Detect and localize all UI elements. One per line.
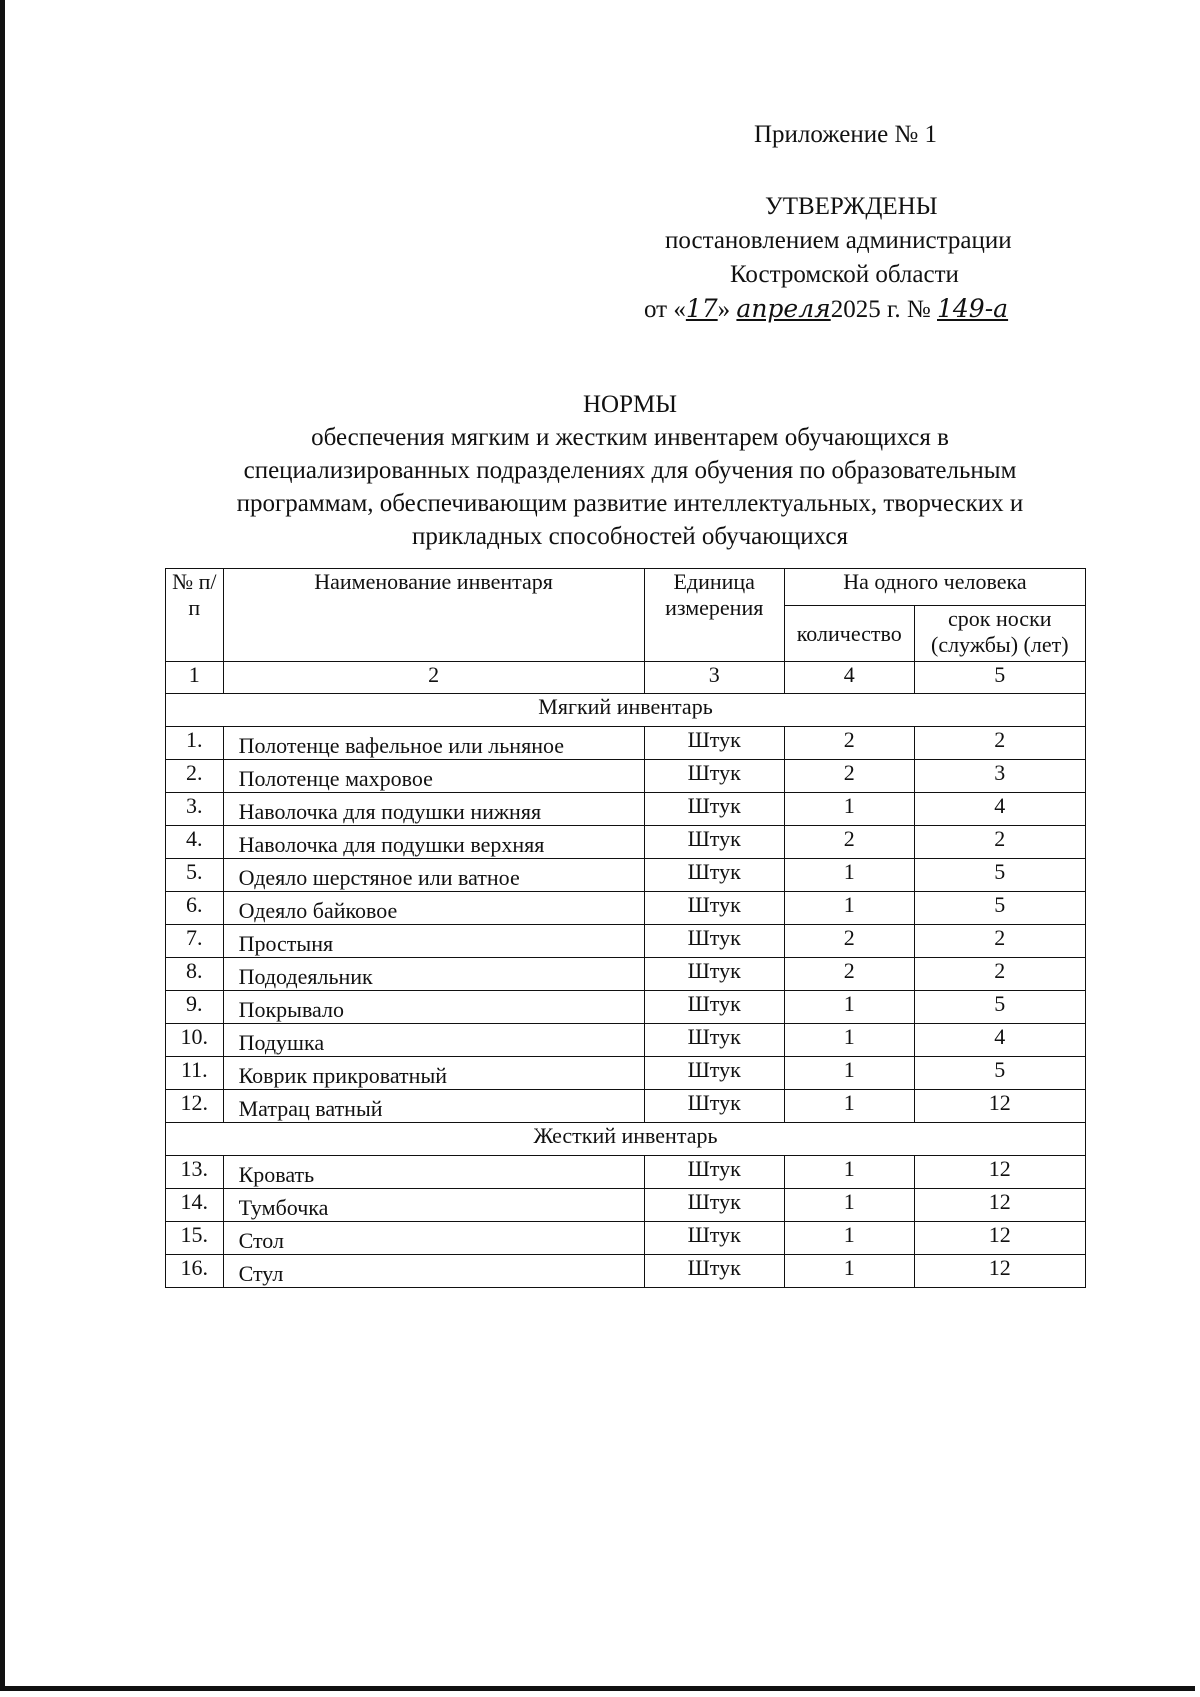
row-number: 4. <box>166 826 224 859</box>
term-cell: 12 <box>914 1255 1085 1288</box>
row-number: 16. <box>166 1255 224 1288</box>
row-number: 11. <box>166 1057 224 1090</box>
table-row <box>166 991 1086 1024</box>
approval-date-line <box>644 292 1008 326</box>
row-number: 3. <box>166 793 224 826</box>
header-name: Наименование инвентаря <box>223 569 644 662</box>
item-name: Кровать <box>223 1156 644 1189</box>
table-row <box>166 859 1086 892</box>
item-name: Коврик прикроватный <box>223 1057 644 1090</box>
item-name: Полотенце махровое <box>223 760 644 793</box>
document-heading: НОРМЫ <box>582 391 678 418</box>
unit-cell: Штук <box>644 826 784 859</box>
subtitle-line: специализированных подразделениях для обучения по образовательным <box>243 457 1017 484</box>
approved-heading: УТВЕРЖДЕНЫ <box>765 193 938 220</box>
row-number: 10. <box>166 1024 224 1057</box>
unit-cell: Штук <box>644 1057 784 1090</box>
header-unit: Единица измерения <box>644 569 784 662</box>
item-name: Стол <box>223 1222 644 1255</box>
date-prefix: от « <box>644 296 686 323</box>
term-cell: 2 <box>914 826 1085 859</box>
row-number: 1. <box>166 727 224 760</box>
appendix-label: Приложение № 1 <box>754 121 938 148</box>
table-row <box>166 727 1086 760</box>
column-index-row <box>166 662 1086 694</box>
row-number: 8. <box>166 958 224 991</box>
subtitle-line: обеспечения мягким и жестким инвентарем обучающихся в <box>311 424 949 451</box>
unit-cell: Штук <box>644 760 784 793</box>
term-cell: 12 <box>914 1156 1085 1189</box>
term-cell: 12 <box>914 1090 1085 1123</box>
row-number: 12. <box>166 1090 224 1123</box>
handwritten-month: апреля <box>736 294 831 323</box>
row-number: 2. <box>166 760 224 793</box>
row-number: 14. <box>166 1189 224 1222</box>
table-row <box>166 1156 1086 1189</box>
item-name: Одеяло шерстяное или ватное <box>223 859 644 892</box>
section-header-row <box>166 1123 1086 1156</box>
table-row <box>166 892 1086 925</box>
unit-cell: Штук <box>644 859 784 892</box>
term-cell: 5 <box>914 892 1085 925</box>
unit-cell: Штук <box>644 727 784 760</box>
unit-cell: Штук <box>644 925 784 958</box>
item-name: Наволочка для подушки нижняя <box>223 793 644 826</box>
table-row <box>166 958 1086 991</box>
quantity-cell: 1 <box>784 1057 914 1090</box>
header-num: № п/п <box>166 569 224 662</box>
quantity-cell: 1 <box>784 892 914 925</box>
row-number: 7. <box>166 925 224 958</box>
item-name: Пододеяльник <box>223 958 644 991</box>
unit-cell: Штук <box>644 1222 784 1255</box>
unit-cell: Штук <box>644 1024 784 1057</box>
term-cell: 12 <box>914 1222 1085 1255</box>
term-cell: 5 <box>914 859 1085 892</box>
quantity-cell: 1 <box>784 1090 914 1123</box>
header-qty: количество <box>784 606 914 662</box>
table-row <box>166 1189 1086 1222</box>
table-row <box>166 925 1086 958</box>
col-index-cell: 3 <box>644 662 784 694</box>
section-title: Мягкий инвентарь <box>166 694 1086 727</box>
row-number: 9. <box>166 991 224 1024</box>
section-header-row <box>166 694 1086 727</box>
quantity-cell: 1 <box>784 1024 914 1057</box>
item-name: Одеяло байковое <box>223 892 644 925</box>
item-name: Тумбочка <box>223 1189 644 1222</box>
term-cell: 2 <box>914 925 1085 958</box>
header-per-person: На одного человека <box>784 569 1085 606</box>
item-name: Матрац ватный <box>223 1090 644 1123</box>
unit-cell: Штук <box>644 1156 784 1189</box>
quantity-cell: 1 <box>784 1156 914 1189</box>
unit-cell: Штук <box>644 1255 784 1288</box>
quantity-cell: 2 <box>784 958 914 991</box>
quantity-cell: 2 <box>784 760 914 793</box>
quantity-cell: 1 <box>784 859 914 892</box>
col-index-cell: 1 <box>166 662 224 694</box>
table-row <box>166 1057 1086 1090</box>
term-cell: 12 <box>914 1189 1085 1222</box>
item-name: Стул <box>223 1255 644 1288</box>
row-number: 5. <box>166 859 224 892</box>
handwritten-day: 17 <box>685 294 718 323</box>
term-cell: 5 <box>914 1057 1085 1090</box>
term-cell: 4 <box>914 793 1085 826</box>
table-row <box>166 1222 1086 1255</box>
col-index-cell: 5 <box>914 662 1085 694</box>
table-row <box>166 1255 1086 1288</box>
col-index-cell: 4 <box>784 662 914 694</box>
title-block <box>150 388 1110 553</box>
quantity-cell: 1 <box>784 1189 914 1222</box>
inventory-table <box>165 568 1086 1288</box>
table-row <box>166 1090 1086 1123</box>
unit-cell: Штук <box>644 958 784 991</box>
unit-cell: Штук <box>644 1090 784 1123</box>
quantity-cell: 1 <box>784 1222 914 1255</box>
term-cell: 3 <box>914 760 1085 793</box>
term-cell: 2 <box>914 727 1085 760</box>
header-term: срок носки (службы) (лет) <box>914 606 1085 662</box>
item-name: Покрывало <box>223 991 644 1024</box>
quantity-cell: 1 <box>784 991 914 1024</box>
item-name: Наволочка для подушки верхняя <box>223 826 644 859</box>
section-title: Жесткий инвентарь <box>166 1123 1086 1156</box>
term-cell: 4 <box>914 1024 1085 1057</box>
quantity-cell: 2 <box>784 925 914 958</box>
quantity-cell: 2 <box>784 727 914 760</box>
unit-cell: Штук <box>644 892 784 925</box>
table-row <box>166 760 1086 793</box>
unit-cell: Штук <box>644 1189 784 1222</box>
quantity-cell: 2 <box>784 826 914 859</box>
item-name: Подушка <box>223 1024 644 1057</box>
date-mid: » <box>717 296 731 323</box>
table-row <box>166 1024 1086 1057</box>
quantity-cell: 1 <box>784 793 914 826</box>
table-row <box>166 826 1086 859</box>
handwritten-number: 149-а <box>937 294 1009 323</box>
item-name: Полотенце вафельное или льняное <box>223 727 644 760</box>
row-number: 13. <box>166 1156 224 1189</box>
subtitle-line: программам, обеспечивающим развитие интеллектуальных, творческих и <box>236 490 1024 517</box>
approval-line-2: Костромской области <box>730 261 959 288</box>
col-index-cell: 2 <box>223 662 644 694</box>
row-number: 6. <box>166 892 224 925</box>
unit-cell: Штук <box>644 991 784 1024</box>
row-number: 15. <box>166 1222 224 1255</box>
unit-cell: Штук <box>644 793 784 826</box>
table-row <box>166 793 1086 826</box>
quantity-cell: 1 <box>784 1255 914 1288</box>
term-cell: 2 <box>914 958 1085 991</box>
term-cell: 5 <box>914 991 1085 1024</box>
approval-line-1: постановлением администрации <box>665 227 1012 254</box>
item-name: Простыня <box>223 925 644 958</box>
subtitle-line: прикладных способностей обучающихся <box>412 523 848 550</box>
year-text: 2025 г. № <box>830 296 931 323</box>
